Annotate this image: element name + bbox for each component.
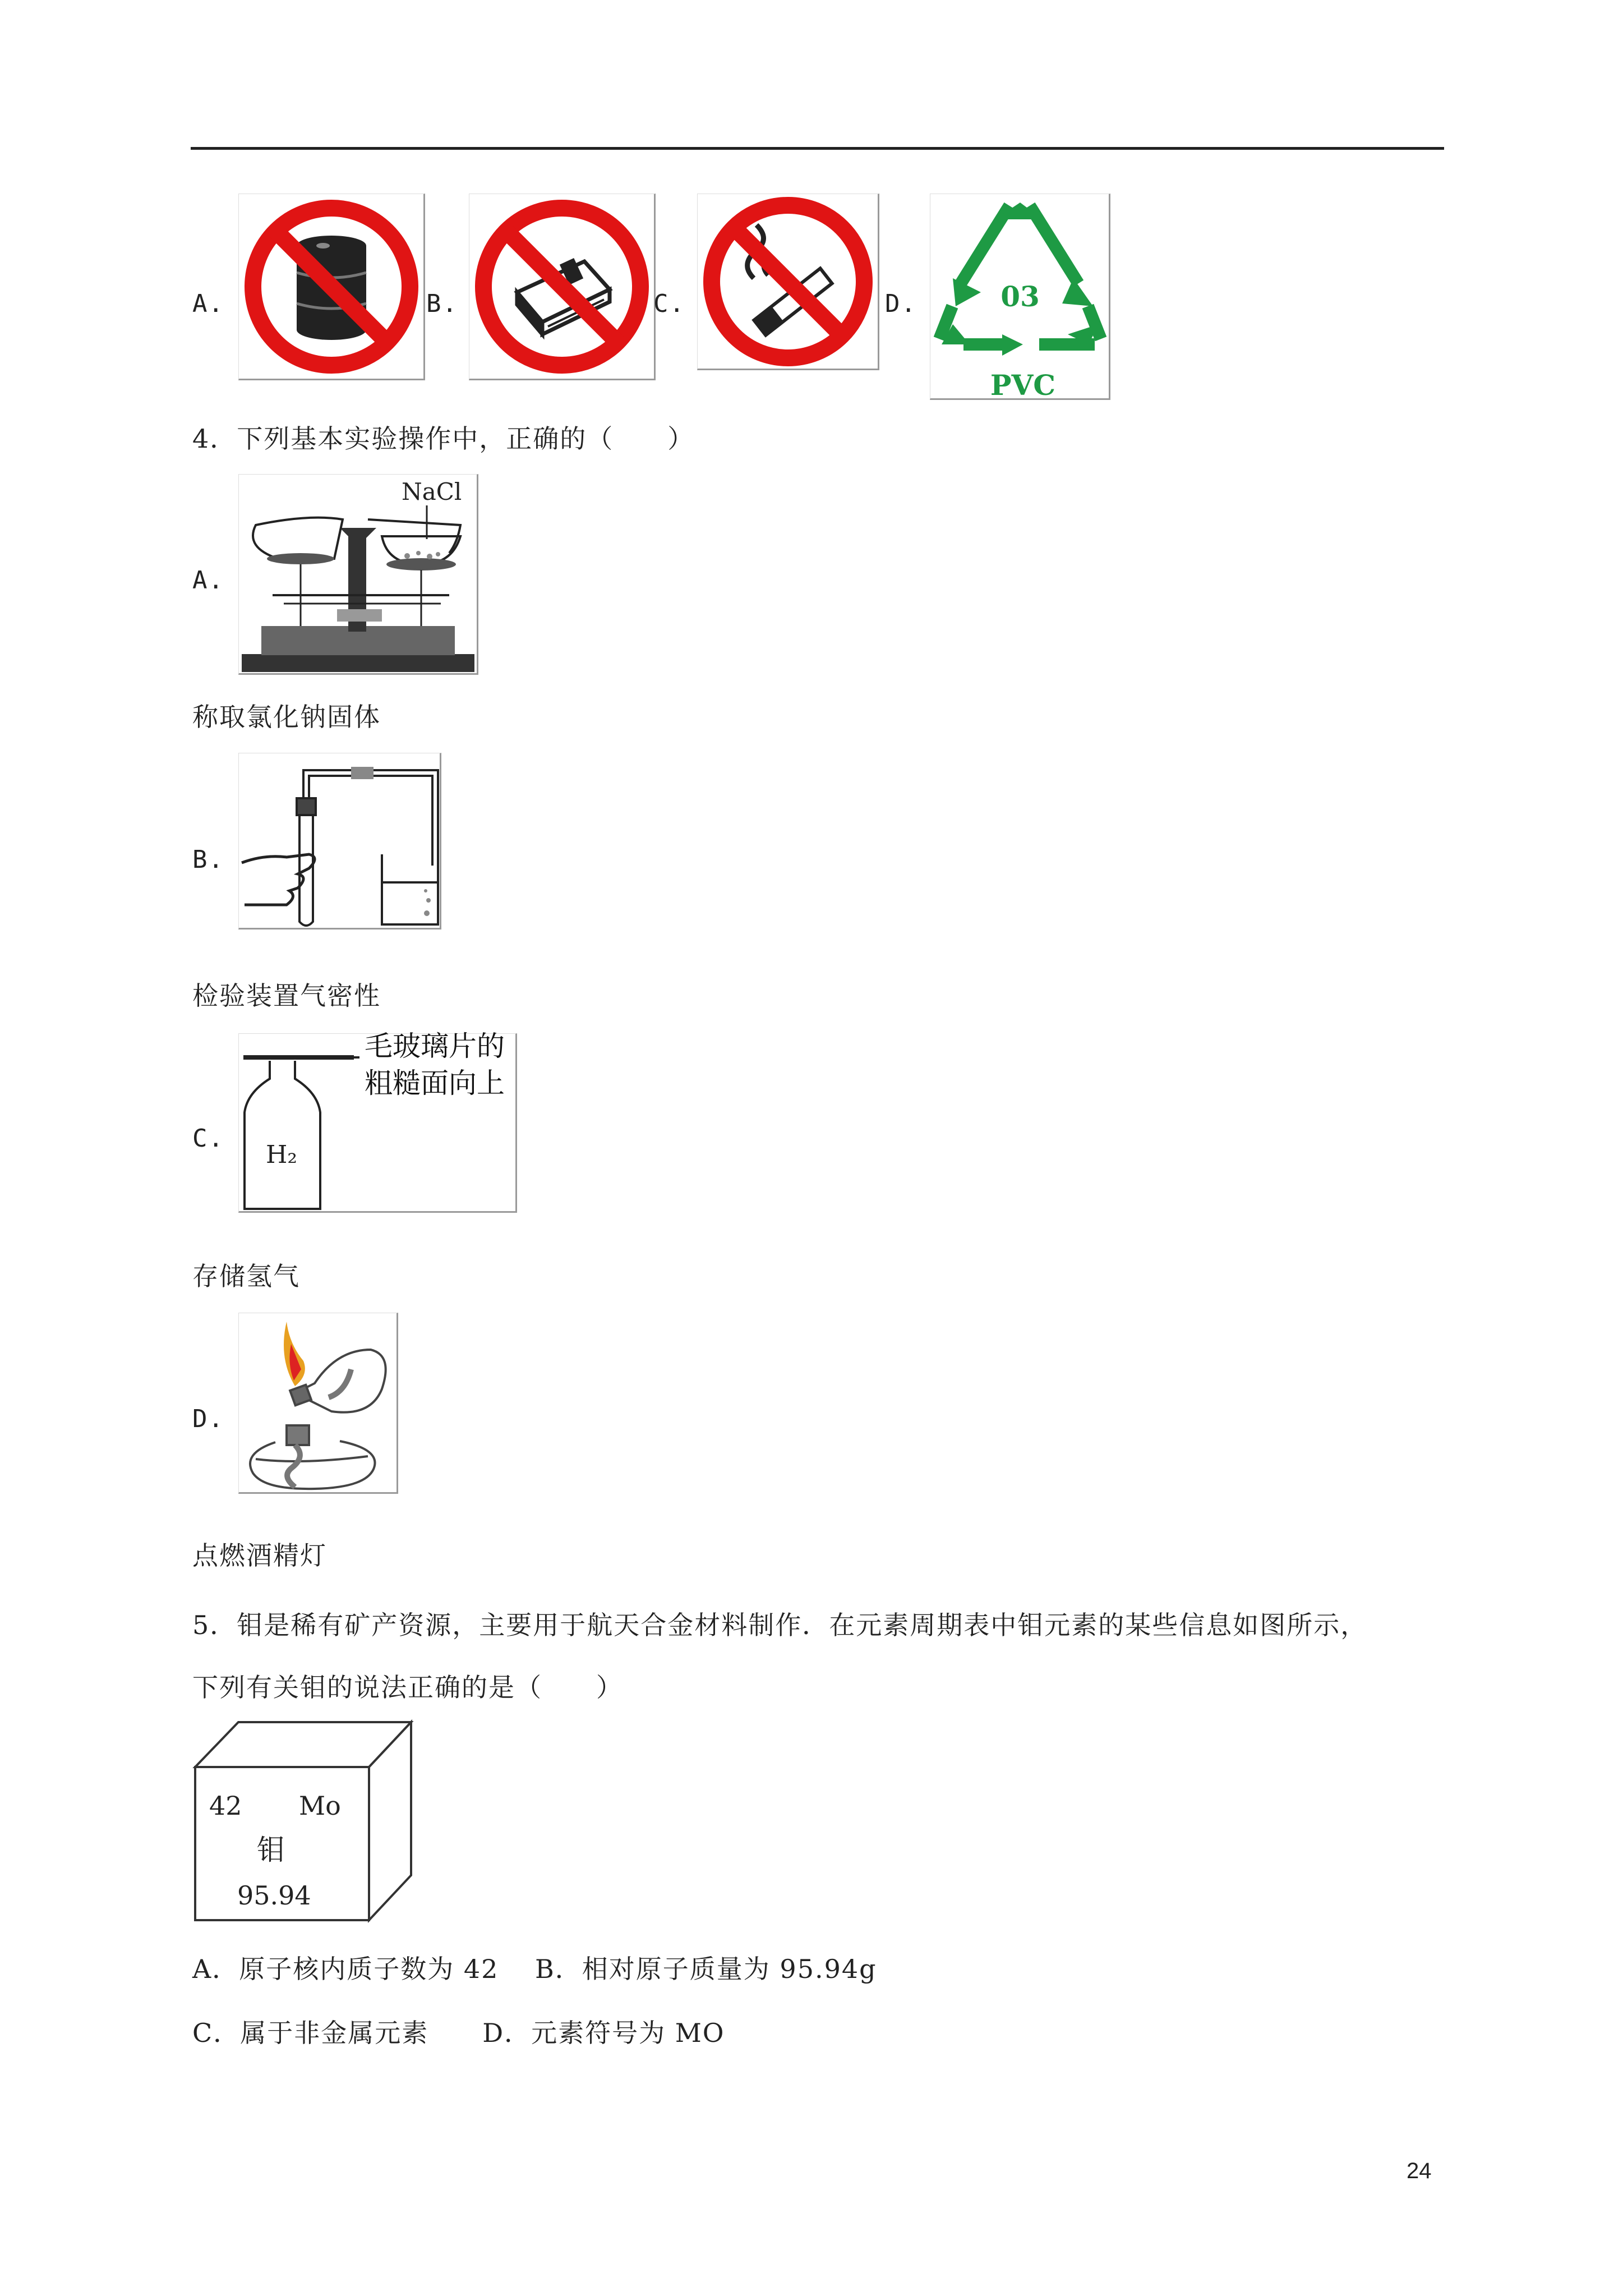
q5-options-line-2: C．属于非金属元素 D．元素符号为 MO	[192, 2018, 725, 2048]
q5-options-line-1: A．原子核内质子数为 42 B．相对原子质量为 95.94g	[192, 1954, 877, 1984]
q4-option-b-letter: B.	[192, 845, 224, 874]
element-number: 42	[209, 1791, 242, 1821]
recycle-label: PVC	[990, 369, 1056, 398]
no-matches-icon	[469, 194, 656, 380]
q4-option-b-caption: 检验装置气密性	[192, 981, 381, 1011]
q3-option-a-letter: A.	[192, 289, 224, 318]
q5-stem-line-2: 下列有关钼的说法正确的是（ ）	[192, 1672, 623, 1703]
no-smoking-icon	[697, 194, 879, 370]
q4-option-a-letter: A.	[192, 566, 224, 595]
q4-stem: 4．下列基本实验操作中，正确的（ ）	[192, 424, 695, 454]
recycle-code: 03	[1000, 280, 1040, 313]
q3-option-d-letter: D.	[885, 289, 917, 318]
q4-option-c-caption: 存储氢气	[192, 1261, 300, 1291]
element-mass: 95.94	[237, 1880, 311, 1911]
q4-option-c-letter: C.	[192, 1124, 224, 1153]
nacl-label: NaCl	[402, 478, 462, 505]
frosted-glass-note	[365, 1028, 505, 1102]
q4-option-d-letter: D.	[192, 1405, 224, 1433]
q3-option-c-letter: C.	[653, 289, 685, 318]
element-symbol: Mo	[299, 1791, 341, 1821]
pvc-recycle-icon	[930, 194, 1110, 400]
page-number: 24	[1407, 2159, 1432, 2183]
q5-stem-line-1: 5．钼是稀有矿产资源，主要用于航天合金材料制作．在元素周期表中钼元素的某些信息如图所示，	[192, 1610, 1368, 1640]
balance-image	[238, 474, 478, 675]
no-oil-drum-icon	[238, 194, 425, 380]
note-line-2: 粗糙面向上	[365, 1067, 505, 1099]
q4-option-d-caption: 点燃酒精灯	[192, 1540, 327, 1571]
alcohol-lamp-image	[238, 1313, 398, 1494]
note-line-1: 毛玻璃片的	[365, 1030, 505, 1062]
header-rule	[191, 147, 1444, 150]
airtightness-apparatus-image	[238, 753, 441, 930]
periodic-element-card	[192, 1719, 414, 1924]
q4-option-a-caption: 称取氯化钠固体	[192, 702, 381, 732]
h2-label: H₂	[266, 1140, 298, 1169]
q3-option-b-letter: B.	[426, 289, 458, 318]
element-name: 钼	[257, 1834, 285, 1866]
